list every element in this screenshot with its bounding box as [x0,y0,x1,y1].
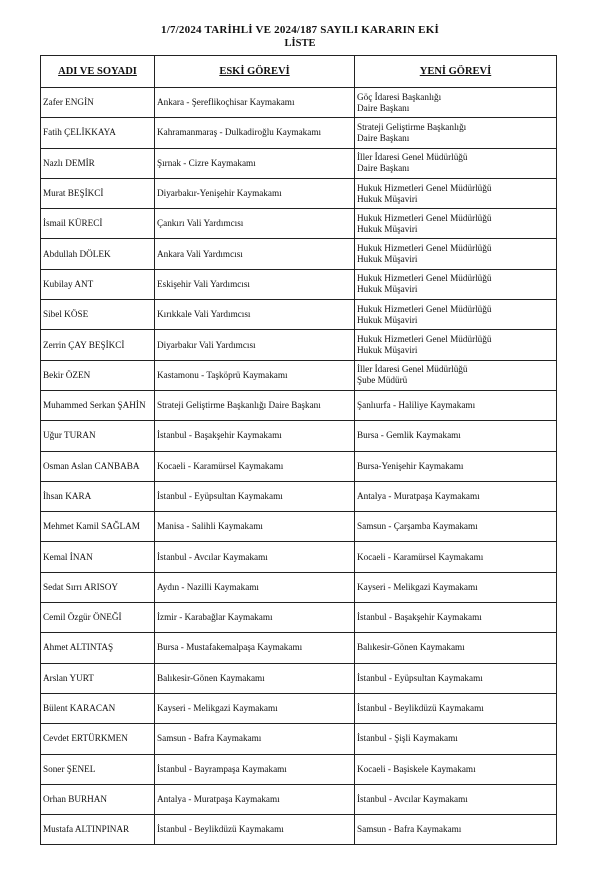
new-position-line-1: Kayseri - Melikgazi Kaymakamı [357,581,478,592]
cell-new-position [355,572,557,602]
cell-old-position: Diyarbakır Vali Yardımcısı [155,330,355,360]
cell-old-position: Strateji Geliştirme Başkanlığı Daire Başkanı [155,390,355,420]
new-position-line-1: İller İdaresi Genel Müdürlüğü [357,364,468,375]
new-position-line-1: Şanlıurfa - Haliliye Kaymakamı [357,400,476,411]
cell-old-position: Eskişehir Vali Yardımcısı [155,269,355,299]
cell-name: Arslan YURT [41,663,155,693]
cell-old-position: Antalya - Muratpaşa Kaymakamı [155,784,355,814]
header-new-position: YENİ GÖREVİ [355,56,557,88]
cell-new-position [355,148,557,178]
cell-new-position [355,239,557,269]
cell-new-position [355,633,557,663]
cell-old-position: İstanbul - Bayrampaşa Kaymakamı [155,754,355,784]
cell-new-position [355,663,557,693]
cell-old-position: Ankara - Şereflikoçhisar Kaymakamı [155,88,355,118]
new-position-line-1: İstanbul - Beylikdüzü Kaymakamı [357,703,484,714]
new-position-line-1: Bursa-Yenişehir Kaymakamı [357,460,464,471]
new-position-line-1: Balıkesir-Gönen Kaymakamı [357,642,465,653]
table-row [41,178,557,208]
table-row [41,269,557,299]
table-row [41,360,557,390]
cell-new-position [355,178,557,208]
table-row [41,754,557,784]
table-row [41,209,557,239]
cell-old-position: Balıkesir-Gönen Kaymakamı [155,663,355,693]
cell-name: Orhan BURHAN [41,784,155,814]
cell-old-position: Kayseri - Melikgazi Kaymakamı [155,693,355,723]
cell-old-position: Bursa - Mustafakemalpaşa Kaymakamı [155,633,355,663]
table-row [41,118,557,148]
cell-name: Bülent KARACAN [41,693,155,723]
table-row [41,542,557,572]
cell-name: Abdullah DÖLEK [41,239,155,269]
cell-old-position: Kastamonu - Taşköprü Kaymakamı [155,360,355,390]
cell-old-position: Diyarbakır-Yenişehir Kaymakamı [155,178,355,208]
table-row [41,421,557,451]
cell-name: Bekir ÖZEN [41,360,155,390]
new-position-line-2: Daire Başkanı [357,163,410,174]
cell-old-position: Şırnak - Cizre Kaymakamı [155,148,355,178]
cell-new-position [355,603,557,633]
cell-new-position [355,118,557,148]
new-position-line-1: Hukuk Hizmetleri Genel Müdürlüğü [357,273,492,284]
new-position-line-1: Hukuk Hizmetleri Genel Müdürlüğü [357,182,492,193]
cell-new-position [355,724,557,754]
cell-new-position [355,330,557,360]
new-position-line-1: İstanbul - Eyüpsultan Kaymakamı [357,672,483,683]
table-row [41,633,557,663]
cell-name: Murat BEŞİKCİ [41,178,155,208]
cell-name: Kubilay ANT [41,269,155,299]
document-subtitle: LİSTE [284,38,316,49]
header-old-position: ESKİ GÖREVİ [155,56,355,88]
new-position-line-1: İstanbul - Şişli Kaymakamı [357,733,458,744]
cell-old-position: Kahramanmaraş - Dulkadiroğlu Kaymakamı [155,118,355,148]
table-row [41,663,557,693]
cell-old-position: İstanbul - Eyüpsultan Kaymakamı [155,481,355,511]
cell-old-position: İstanbul - Başakşehir Kaymakamı [155,421,355,451]
cell-old-position: Samsun - Bafra Kaymakamı [155,724,355,754]
cell-old-position: Manisa - Salihli Kaymakamı [155,512,355,542]
cell-name: Fatih ÇELİKKAYA [41,118,155,148]
cell-name: Zerrin ÇAY BEŞİKCİ [41,330,155,360]
cell-name: Mehmet Kamil SAĞLAM [41,512,155,542]
table-row [41,603,557,633]
cell-name: Cemil Özgür ÖNEĞİ [41,603,155,633]
new-position-line-1: Samsun - Bafra Kaymakamı [357,824,462,835]
cell-old-position: Ankara Vali Yardımcısı [155,239,355,269]
cell-new-position [355,88,557,118]
cell-name: Nazlı DEMİR [41,148,155,178]
cell-new-position [355,693,557,723]
table-row [41,239,557,269]
new-position-line-2: Hukuk Müşaviri [357,223,418,234]
table-row [41,815,557,845]
cell-new-position [355,451,557,481]
cell-new-position [355,815,557,845]
cell-name: Mustafa ALTINPINAR [41,815,155,845]
cell-name: Soner ŞENEL [41,754,155,784]
new-position-line-1: Kocaeli - Karamürsel Kaymakamı [357,551,484,562]
table-body [41,88,557,845]
new-position-line-1: Hukuk Hizmetleri Genel Müdürlüğü [357,303,492,314]
cell-new-position [355,512,557,542]
new-position-line-1: Kocaeli - Başiskele Kaymakamı [357,763,476,774]
new-position-line-1: İstanbul - Başakşehir Kaymakamı [357,612,482,623]
cell-name: Kemal İNAN [41,542,155,572]
cell-name: İhsan KARA [41,481,155,511]
new-position-line-1: Hukuk Hizmetleri Genel Müdürlüğü [357,212,492,223]
cell-name: Sibel KÖSE [41,300,155,330]
table-row [41,481,557,511]
new-position-line-1: Bursa - Gemlik Kaymakamı [357,430,461,441]
cell-name: Ahmet ALTINTAŞ [41,633,155,663]
header-name: ADI VE SOYADI [41,56,155,88]
new-position-line-2: Hukuk Müşaviri [357,284,418,295]
table-row [41,300,557,330]
cell-name: Zafer ENGİN [41,88,155,118]
cell-name: Sedat Sırrı ARISOY [41,572,155,602]
cell-old-position: Aydın - Nazilli Kaymakamı [155,572,355,602]
table-row [41,451,557,481]
new-position-line-2: Hukuk Müşaviri [357,254,418,265]
cell-name: Muhammed Serkan ŞAHİN [41,390,155,420]
new-position-line-1: Strateji Geliştirme Başkanlığı [357,121,467,132]
new-position-line-2: Daire Başkanı [357,132,410,143]
table-row [41,148,557,178]
table-row [41,330,557,360]
cell-old-position: Kırıkkale Vali Yardımcısı [155,300,355,330]
new-position-line-2: Hukuk Müşaviri [357,314,418,325]
cell-old-position: İstanbul - Beylikdüzü Kaymakamı [155,815,355,845]
cell-old-position: Kocaeli - Karamürsel Kaymakamı [155,451,355,481]
cell-new-position [355,300,557,330]
cell-new-position [355,481,557,511]
assignment-table [40,55,557,845]
new-position-line-1: İstanbul - Avcılar Kaymakamı [357,793,468,804]
cell-name: Uğur TURAN [41,421,155,451]
table-row [41,784,557,814]
new-position-line-1: Hukuk Hizmetleri Genel Müdürlüğü [357,334,492,345]
cell-name: Cevdet ERTÜRKMEN [41,724,155,754]
document-title: 1/7/2024 TARİHLİ VE 2024/187 SAYILI KARARIN EKİ [161,24,439,36]
new-position-line-1: Göç İdaresi Başkanlığı [357,91,442,102]
cell-new-position [355,784,557,814]
new-position-line-1: Antalya - Muratpaşa Kaymakamı [357,491,480,501]
cell-new-position [355,542,557,572]
cell-new-position [355,269,557,299]
new-position-line-1: Samsun - Çarşamba Kaymakamı [357,521,478,532]
new-position-line-2: Hukuk Müşaviri [357,193,418,204]
table-row [41,572,557,602]
new-position-line-2: Hukuk Müşaviri [357,345,418,356]
table-header-row [41,56,557,88]
cell-new-position [355,209,557,239]
cell-name: Osman Aslan CANBABA [41,451,155,481]
cell-old-position: İstanbul - Avcılar Kaymakamı [155,542,355,572]
table-row [41,512,557,542]
new-position-line-2: Şube Müdürü [357,375,408,386]
new-position-line-1: Hukuk Hizmetleri Genel Müdürlüğü [357,243,492,254]
cell-new-position [355,754,557,784]
table-row [41,390,557,420]
new-position-line-1: İller İdaresi Genel Müdürlüğü [357,152,468,163]
table-row [41,88,557,118]
table-row [41,724,557,754]
cell-new-position [355,360,557,390]
new-position-line-2: Daire Başkanı [357,102,410,113]
cell-new-position [355,390,557,420]
cell-new-position [355,421,557,451]
cell-name: İsmail KÜRECİ [41,209,155,239]
table-row [41,693,557,723]
cell-old-position: İzmir - Karabağlar Kaymakamı [155,603,355,633]
cell-old-position: Çankırı Vali Yardımcısı [155,209,355,239]
